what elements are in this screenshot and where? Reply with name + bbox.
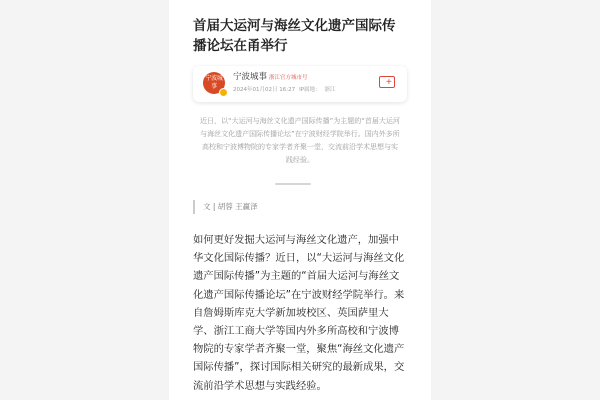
ip-location-label: IP属地： [299,87,321,93]
article-title: 首届大运河与海丝文化遗产国际传播论坛在甬举行 [193,18,396,54]
article-byline: 文 | 胡蓉 王赢泽 [193,200,258,214]
source-name[interactable]: 宁波城事 [233,72,268,82]
publish-date: 2024年01月02日 16:27 [233,87,296,93]
source-card[interactable] [193,66,407,102]
ip-location: 浙江 [324,87,336,93]
section-divider [275,183,311,185]
source-meta [233,86,340,94]
follow-button[interactable]: + [379,76,395,88]
article-summary: 近日，以“大运河与海丝文化遗产国际传播”为主题的“首届大运河与海丝文化遗产国际传播论坛”在宁波财经学院举行。国内外多所高校和宁波博物院的专家学者齐聚一堂，交流前沿学术思想与实践经验。 [200,117,400,164]
source-avatar[interactable]: 宁波城事 [203,72,225,94]
article-body: 如何更好发掘大运河与海丝文化遗产，加强中华文化国际传播？近日，以“大运河与海丝文化遗产国际传播”为主题的“首届大运河与海丝文化遗产国际传播论坛”在宁波财经学院举行。来自詹姆斯库克大学新加坡校区、英国萨里大学、浙江工商大学等国内外多所高校和宁波博物院的专家学者齐聚一堂，聚焦“海丝文化遗产国际传播”，探讨国际相关研究的最新成果，交流前沿学术思想与实践经验。 [193,234,405,392]
article-page [169,0,431,400]
source-tag: 浙江官方城市号 [269,75,308,81]
verified-badge-icon [219,88,228,97]
